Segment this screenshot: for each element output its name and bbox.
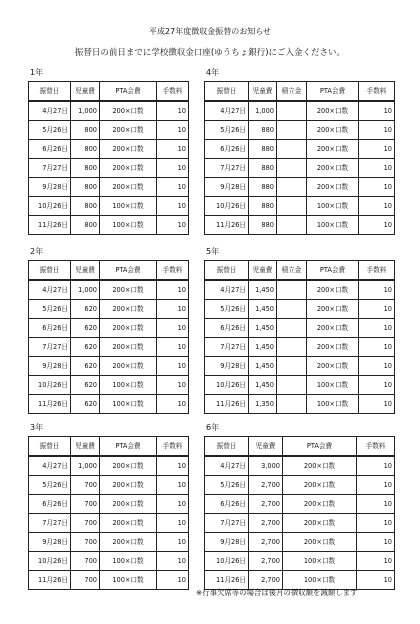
- table-cell: 10: [157, 197, 189, 216]
- table-row: [29, 319, 189, 338]
- table-cell: 10: [359, 319, 395, 338]
- table-cell: 11月26日: [29, 571, 71, 590]
- notice-subtitle: 振替日の前日までに学校徴収金口座(ゆうちょ銀行)にご入金ください。: [74, 48, 346, 58]
- table-cell: 200×口数: [307, 300, 359, 319]
- table-cell: 10月26日: [205, 552, 249, 571]
- table-cell: 800: [71, 216, 100, 235]
- table-cell: 10: [359, 338, 395, 357]
- table-header-row: [29, 82, 189, 102]
- table-cell: 200×口数: [283, 476, 357, 495]
- table-row: [205, 495, 395, 514]
- table-cell: 620: [71, 300, 100, 319]
- table-cell: 10: [357, 495, 395, 514]
- table-cell: 10: [359, 376, 395, 395]
- table-cell: 10: [357, 476, 395, 495]
- table-cell: 4月27日: [205, 456, 249, 476]
- table-cell: 7月27日: [29, 514, 71, 533]
- table-cell: 880: [249, 140, 277, 159]
- table-cell: 10: [157, 395, 189, 414]
- grade-label-4: 4年: [206, 68, 220, 77]
- table-cell: 100×口数: [307, 216, 359, 235]
- table-row: [29, 456, 189, 476]
- table-row: [29, 140, 189, 159]
- table-row: [205, 456, 395, 476]
- table-row: [205, 101, 395, 121]
- column-header: 振替日: [205, 437, 249, 457]
- table-cell: 7月27日: [205, 338, 249, 357]
- grade-label-2: 2年: [30, 247, 44, 256]
- table-cell: 100×口数: [100, 552, 157, 571]
- table-cell: 11月26日: [205, 395, 249, 414]
- table-cell: 10: [359, 357, 395, 376]
- table-cell: 700: [71, 533, 100, 552]
- table-cell: 9月28日: [29, 357, 71, 376]
- table-cell: 10: [157, 300, 189, 319]
- table-row: [29, 300, 189, 319]
- table-cell: 100×口数: [283, 552, 357, 571]
- table-cell: 10: [359, 101, 395, 121]
- column-header: 振替日: [205, 261, 249, 281]
- table-cell: 10: [359, 395, 395, 414]
- table-cell: 200×口数: [100, 456, 157, 476]
- table-cell: 4月27日: [205, 101, 249, 121]
- table-cell: [277, 395, 307, 414]
- table-cell: 100×口数: [307, 197, 359, 216]
- table-row: [29, 101, 189, 121]
- table-cell: 100×口数: [283, 571, 357, 590]
- table-cell: 200×口数: [100, 140, 157, 159]
- table-cell: 5月26日: [29, 121, 71, 140]
- table-cell: 2,700: [249, 533, 283, 552]
- table-row: [205, 514, 395, 533]
- table-row: [29, 121, 189, 140]
- table-cell: 2,700: [249, 571, 283, 590]
- column-header: PTA会費: [283, 437, 357, 457]
- table-cell: 10: [359, 216, 395, 235]
- table-row: [29, 178, 189, 197]
- table-cell: 10: [359, 140, 395, 159]
- table-cell: 2,700: [249, 476, 283, 495]
- table-row: [205, 357, 395, 376]
- table-cell: 200×口数: [100, 178, 157, 197]
- table-cell: 800: [71, 159, 100, 178]
- table-cell: 100×口数: [100, 395, 157, 414]
- table-row: [29, 280, 189, 300]
- table-cell: 880: [249, 121, 277, 140]
- table-cell: 10: [357, 514, 395, 533]
- table-cell: 200×口数: [283, 456, 357, 476]
- table-cell: 200×口数: [100, 495, 157, 514]
- column-header: 振替日: [29, 437, 71, 457]
- table-header-row: [29, 437, 189, 457]
- column-header: 振替日: [29, 261, 71, 281]
- table-cell: 200×口数: [283, 495, 357, 514]
- table-row: [29, 476, 189, 495]
- table-row: [205, 319, 395, 338]
- table-cell: 2,700: [249, 552, 283, 571]
- fee-table-grade-5: [204, 260, 395, 414]
- table-cell: 10: [157, 357, 189, 376]
- table-cell: 100×口数: [100, 571, 157, 590]
- grade-label-6: 6年: [206, 423, 220, 432]
- table-cell: 880: [249, 159, 277, 178]
- table-cell: [277, 216, 307, 235]
- table-cell: 880: [249, 216, 277, 235]
- table-row: [29, 395, 189, 414]
- table-cell: 5月26日: [205, 476, 249, 495]
- table-row: [205, 533, 395, 552]
- table-cell: 700: [71, 571, 100, 590]
- table-cell: [277, 338, 307, 357]
- column-header: 児童費: [249, 261, 277, 281]
- table-cell: 6月26日: [29, 140, 71, 159]
- table-cell: 1,450: [249, 376, 277, 395]
- table-row: [29, 376, 189, 395]
- table-cell: 1,450: [249, 280, 277, 300]
- table-cell: 10: [157, 571, 189, 590]
- table-cell: [277, 319, 307, 338]
- table-cell: 1,000: [71, 280, 100, 300]
- table-cell: 200×口数: [307, 159, 359, 178]
- table-cell: 10月26日: [205, 197, 249, 216]
- table-header-row: [205, 261, 395, 281]
- table-cell: 10月26日: [29, 197, 71, 216]
- table-cell: 10: [157, 338, 189, 357]
- table-cell: 4月27日: [205, 280, 249, 300]
- table-cell: 100×口数: [100, 197, 157, 216]
- table-cell: 100×口数: [100, 216, 157, 235]
- table-header-row: [205, 82, 395, 102]
- table-row: [205, 121, 395, 140]
- table-cell: 7月27日: [29, 338, 71, 357]
- table-row: [29, 338, 189, 357]
- table-cell: 4月27日: [29, 101, 71, 121]
- table-cell: 10: [157, 319, 189, 338]
- table-cell: [277, 178, 307, 197]
- table-cell: 10: [357, 552, 395, 571]
- table-cell: 10: [157, 495, 189, 514]
- column-header: 児童費: [71, 437, 100, 457]
- table-row: [205, 376, 395, 395]
- table-cell: 2,700: [249, 495, 283, 514]
- table-cell: 10: [157, 456, 189, 476]
- table-cell: 3,000: [249, 456, 283, 476]
- table-cell: 200×口数: [283, 533, 357, 552]
- table-cell: 10: [357, 571, 395, 590]
- table-cell: 10: [357, 456, 395, 476]
- table-cell: [277, 300, 307, 319]
- table-cell: 200×口数: [100, 300, 157, 319]
- table-cell: 7月27日: [205, 514, 249, 533]
- table-cell: 11月26日: [205, 571, 249, 590]
- fee-table-grade-3: [28, 436, 189, 590]
- table-cell: 10月26日: [29, 552, 71, 571]
- table-cell: 6月26日: [205, 140, 249, 159]
- table-cell: 700: [71, 476, 100, 495]
- column-header: 児童費: [71, 82, 100, 102]
- table-row: [205, 300, 395, 319]
- table-cell: 200×口数: [100, 533, 157, 552]
- table-cell: 9月28日: [205, 357, 249, 376]
- table-cell: 10: [157, 376, 189, 395]
- table-cell: 200×口数: [307, 121, 359, 140]
- column-header: PTA会費: [100, 437, 157, 457]
- fee-table-grade-1: [28, 81, 189, 235]
- table-cell: 9月28日: [29, 533, 71, 552]
- table-cell: 4月27日: [29, 456, 71, 476]
- table-cell: 620: [71, 395, 100, 414]
- table-cell: 700: [71, 552, 100, 571]
- table-cell: 5月26日: [205, 121, 249, 140]
- table-cell: 1,000: [71, 456, 100, 476]
- table-cell: 1,450: [249, 338, 277, 357]
- table-cell: 200×口数: [307, 178, 359, 197]
- table-cell: 620: [71, 376, 100, 395]
- notice-title: 平成27年度徴収金振替のお知らせ: [149, 27, 271, 36]
- table-row: [205, 140, 395, 159]
- table-cell: [277, 121, 307, 140]
- table-row: [205, 178, 395, 197]
- column-header: 手数料: [359, 261, 395, 281]
- table-cell: 880: [249, 197, 277, 216]
- column-header: 積立金: [277, 82, 307, 102]
- column-header: PTA会費: [307, 261, 359, 281]
- table-cell: 200×口数: [307, 338, 359, 357]
- table-cell: 10: [357, 533, 395, 552]
- table-cell: 800: [71, 121, 100, 140]
- column-header: 手数料: [359, 82, 395, 102]
- table-cell: 9月28日: [29, 178, 71, 197]
- table-cell: 9月28日: [205, 178, 249, 197]
- table-cell: 200×口数: [307, 140, 359, 159]
- table-cell: 1,450: [249, 300, 277, 319]
- grade-label-5: 5年: [206, 247, 220, 256]
- table-row: [205, 552, 395, 571]
- table-row: [205, 280, 395, 300]
- table-cell: 200×口数: [100, 101, 157, 121]
- table-cell: 200×口数: [307, 101, 359, 121]
- table-cell: 10: [157, 159, 189, 178]
- table-cell: 200×口数: [100, 476, 157, 495]
- table-row: [205, 159, 395, 178]
- table-cell: 100×口数: [307, 376, 359, 395]
- column-header: 児童費: [249, 82, 277, 102]
- table-cell: 620: [71, 319, 100, 338]
- column-header: 手数料: [157, 82, 189, 102]
- table-cell: 200×口数: [100, 280, 157, 300]
- table-cell: 620: [71, 338, 100, 357]
- table-cell: 10: [359, 178, 395, 197]
- table-header-row: [205, 437, 395, 457]
- table-cell: 6月26日: [205, 495, 249, 514]
- table-cell: 10: [359, 280, 395, 300]
- table-cell: 11月26日: [205, 216, 249, 235]
- column-header: 手数料: [157, 261, 189, 281]
- column-header: PTA会費: [307, 82, 359, 102]
- table-cell: 4月27日: [29, 280, 71, 300]
- table-cell: 2,700: [249, 514, 283, 533]
- column-header: 積立金: [277, 261, 307, 281]
- table-cell: 11月26日: [29, 216, 71, 235]
- table-cell: [277, 280, 307, 300]
- column-header: 児童費: [71, 261, 100, 281]
- table-cell: 10: [359, 197, 395, 216]
- table-cell: 10: [157, 533, 189, 552]
- table-cell: [277, 140, 307, 159]
- footnote: ※行事欠席等の場合は後月の徴収額を減額します: [196, 588, 358, 597]
- table-cell: 10: [157, 280, 189, 300]
- table-cell: 10月26日: [205, 376, 249, 395]
- table-cell: 10: [359, 159, 395, 178]
- table-cell: 200×口数: [100, 338, 157, 357]
- column-header: 児童費: [249, 437, 283, 457]
- column-header: PTA会費: [100, 261, 157, 281]
- table-cell: 200×口数: [100, 514, 157, 533]
- table-row: [29, 357, 189, 376]
- table-cell: 1,000: [71, 101, 100, 121]
- table-cell: 10: [157, 178, 189, 197]
- table-cell: 10: [157, 216, 189, 235]
- table-cell: 9月28日: [205, 533, 249, 552]
- table-row: [29, 216, 189, 235]
- grade-label-3: 3年: [30, 423, 44, 432]
- table-cell: [277, 357, 307, 376]
- table-cell: 200×口数: [307, 280, 359, 300]
- fee-table-grade-4: [204, 81, 395, 235]
- table-cell: 700: [71, 495, 100, 514]
- table-cell: 6月26日: [29, 495, 71, 514]
- table-row: [205, 338, 395, 357]
- table-header-row: [29, 261, 189, 281]
- fee-table-grade-2: [28, 260, 189, 414]
- table-cell: 880: [249, 178, 277, 197]
- table-cell: 10: [157, 514, 189, 533]
- table-cell: 10: [157, 552, 189, 571]
- table-cell: 200×口数: [307, 319, 359, 338]
- table-cell: 11月26日: [29, 395, 71, 414]
- table-row: [29, 159, 189, 178]
- table-cell: 200×口数: [100, 159, 157, 178]
- table-cell: 100×口数: [100, 376, 157, 395]
- table-cell: 620: [71, 357, 100, 376]
- table-row: [205, 395, 395, 414]
- table-cell: 700: [71, 514, 100, 533]
- table-cell: 1,000: [249, 101, 277, 121]
- table-cell: 1,350: [249, 395, 277, 414]
- table-cell: 5月26日: [29, 300, 71, 319]
- table-row: [205, 197, 395, 216]
- table-cell: 10: [157, 121, 189, 140]
- table-cell: 10: [359, 121, 395, 140]
- column-header: 手数料: [357, 437, 395, 457]
- table-cell: [277, 101, 307, 121]
- table-cell: 10: [157, 140, 189, 159]
- table-cell: 10: [359, 300, 395, 319]
- table-cell: 10: [157, 476, 189, 495]
- table-row: [29, 552, 189, 571]
- fee-table-grade-6: [204, 436, 395, 590]
- table-cell: 1,450: [249, 319, 277, 338]
- grade-label-1: 1年: [30, 68, 44, 77]
- table-cell: 200×口数: [307, 357, 359, 376]
- table-cell: 800: [71, 197, 100, 216]
- table-cell: 200×口数: [100, 121, 157, 140]
- column-header: 手数料: [157, 437, 189, 457]
- table-cell: 10月26日: [29, 376, 71, 395]
- table-row: [29, 514, 189, 533]
- table-cell: 6月26日: [205, 319, 249, 338]
- table-row: [29, 571, 189, 590]
- column-header: 振替日: [29, 82, 71, 102]
- table-cell: 800: [71, 140, 100, 159]
- table-cell: 100×口数: [307, 395, 359, 414]
- table-cell: [277, 376, 307, 395]
- table-cell: 800: [71, 178, 100, 197]
- table-row: [205, 476, 395, 495]
- table-cell: 200×口数: [100, 319, 157, 338]
- table-cell: 7月27日: [29, 159, 71, 178]
- table-row: [29, 495, 189, 514]
- table-cell: 200×口数: [100, 357, 157, 376]
- table-cell: 1,450: [249, 357, 277, 376]
- table-cell: 6月26日: [29, 319, 71, 338]
- table-cell: [277, 159, 307, 178]
- table-row: [29, 533, 189, 552]
- column-header: PTA会費: [100, 82, 157, 102]
- table-cell: 7月27日: [205, 159, 249, 178]
- column-header: 振替日: [205, 82, 249, 102]
- table-cell: 200×口数: [283, 514, 357, 533]
- table-row: [29, 197, 189, 216]
- table-row: [205, 216, 395, 235]
- table-cell: [277, 197, 307, 216]
- table-cell: 10: [157, 101, 189, 121]
- table-cell: 5月26日: [29, 476, 71, 495]
- table-cell: 5月26日: [205, 300, 249, 319]
